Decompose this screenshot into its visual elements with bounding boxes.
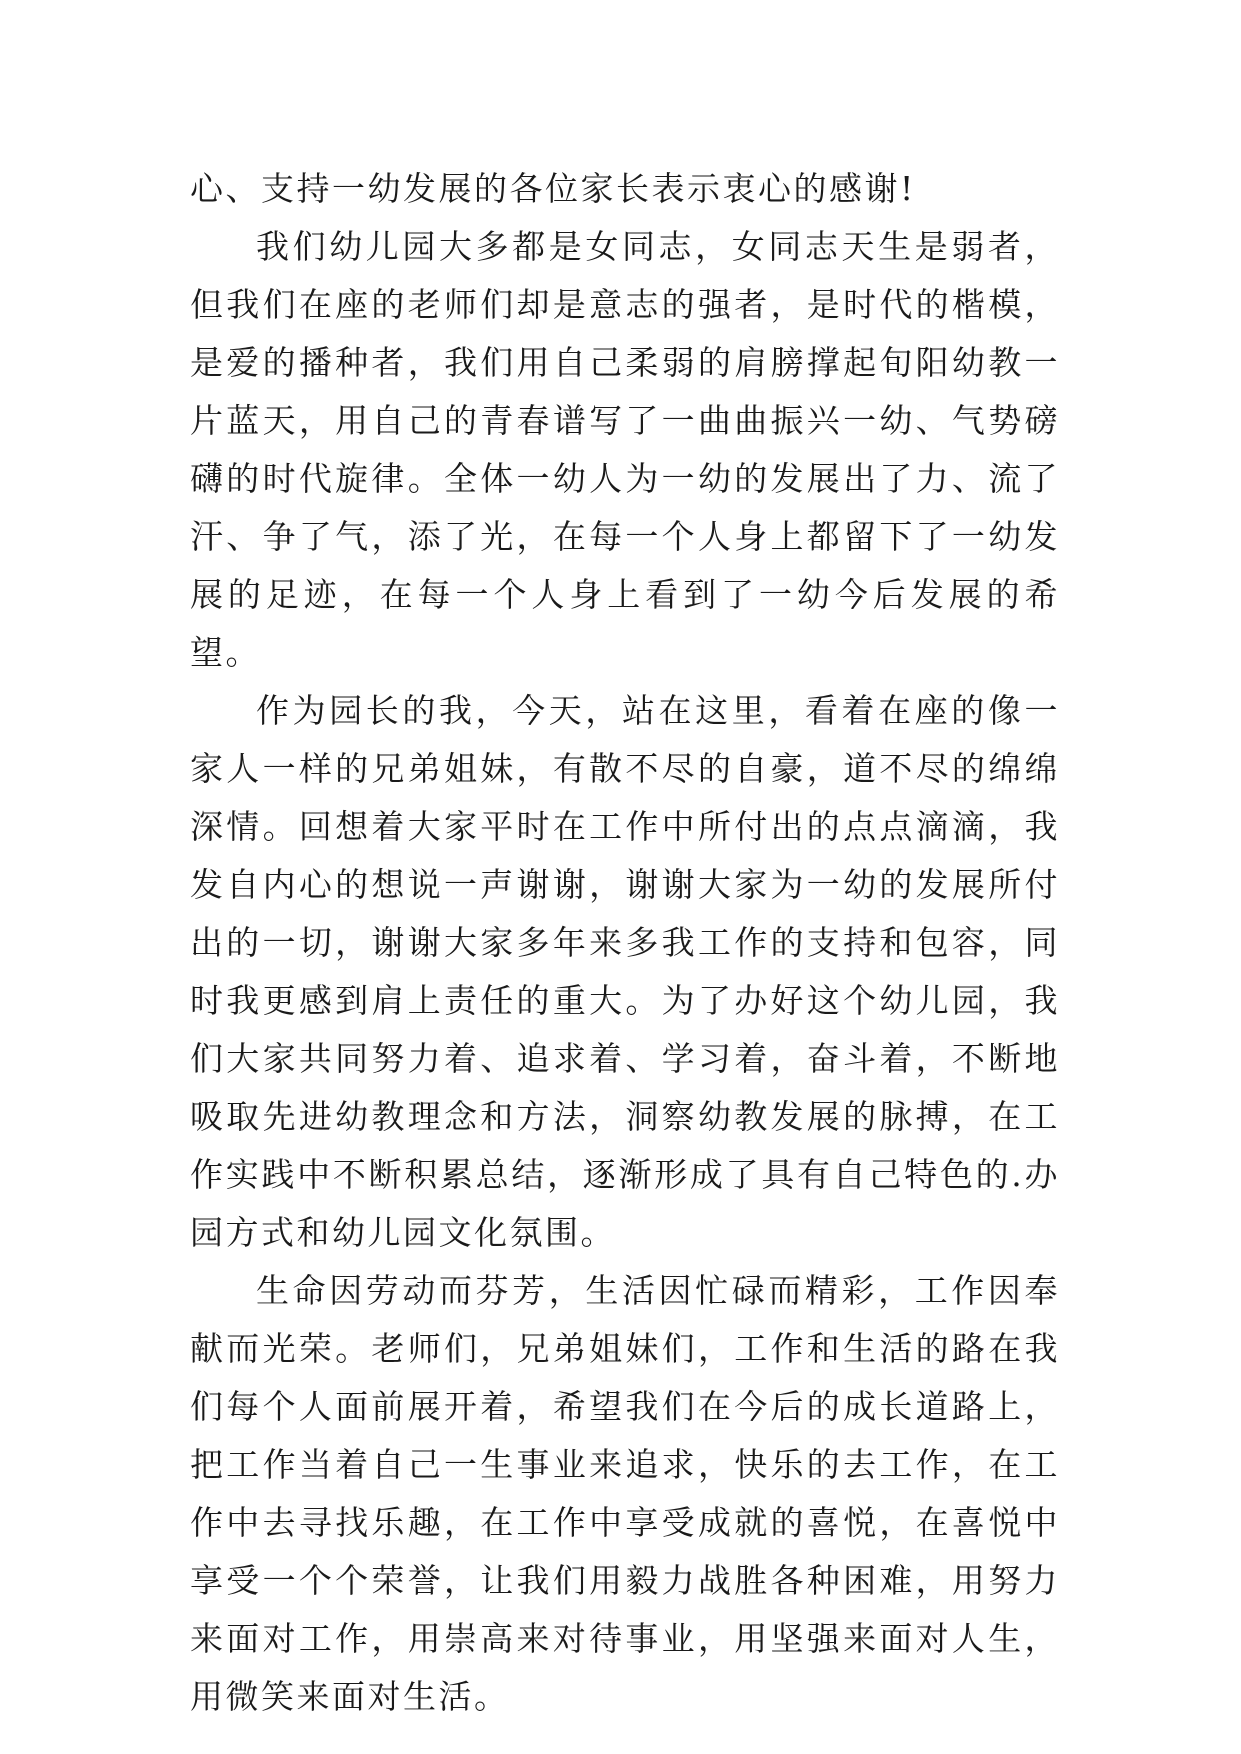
paragraph: 作为园长的我，今天，站在这里，看着在座的像一家人一样的兄弟姐妹，有散不尽的自豪，道不尽的绵绵深情。回想着大家平时在工作中所付出的点点滴滴，我发自内心的想说一声谢谢，谢谢大家为一幼的发展所付出的一切，谢谢大家多年来多我工作的支持和包容，同时我更感到肩上责任的重大。为了办好这个幼儿园，我们大家共同努力着、追求着、学习着，奋斗着，不断地吸取先进幼教理念和方法，洞察幼教发展的脉搏，在工作实践中不断积累总结，逐渐形成了具有自己特色的.办园方式和幼儿园文化氛围。	[190, 691, 1060, 1252]
paragraph-continuation: 心、支持一幼发展的各位家长表示衷心的感谢!	[190, 169, 916, 208]
document-body	[190, 160, 1060, 1726]
paragraph: 我们幼儿园大多都是女同志，女同志天生是弱者，但我们在座的老师们却是意志的强者，是时代的楷模，是爱的播种者，我们用自己柔弱的肩膀撑起旬阳幼教一片蓝天，用自己的青春谱写了一曲曲振兴一幼、气势磅礴的时代旋律。全体一幼人为一幼的发展出了力、流了汗、争了气，添了光，在每一个人身上都留下了一幼发展的足迹，在每一个人身上看到了一幼今后发展的希望。	[190, 227, 1060, 672]
paragraph: 生命因劳动而芬芳，生活因忙碌而精彩，工作因奉献而光荣。老师们，兄弟姐妹们，工作和生活的路在我们每个人面前展开着，希望我们在今后的成长道路上，把工作当着自己一生事业来追求，快乐的去工作，在工作中去寻找乐趣，在工作中享受成就的喜悦，在喜悦中享受一个个荣誉，让我们用毅力战胜各种困难，用努力来面对工作，用崇高来对待事业，用坚强来面对人生，用微笑来面对生活。	[190, 1271, 1060, 1716]
